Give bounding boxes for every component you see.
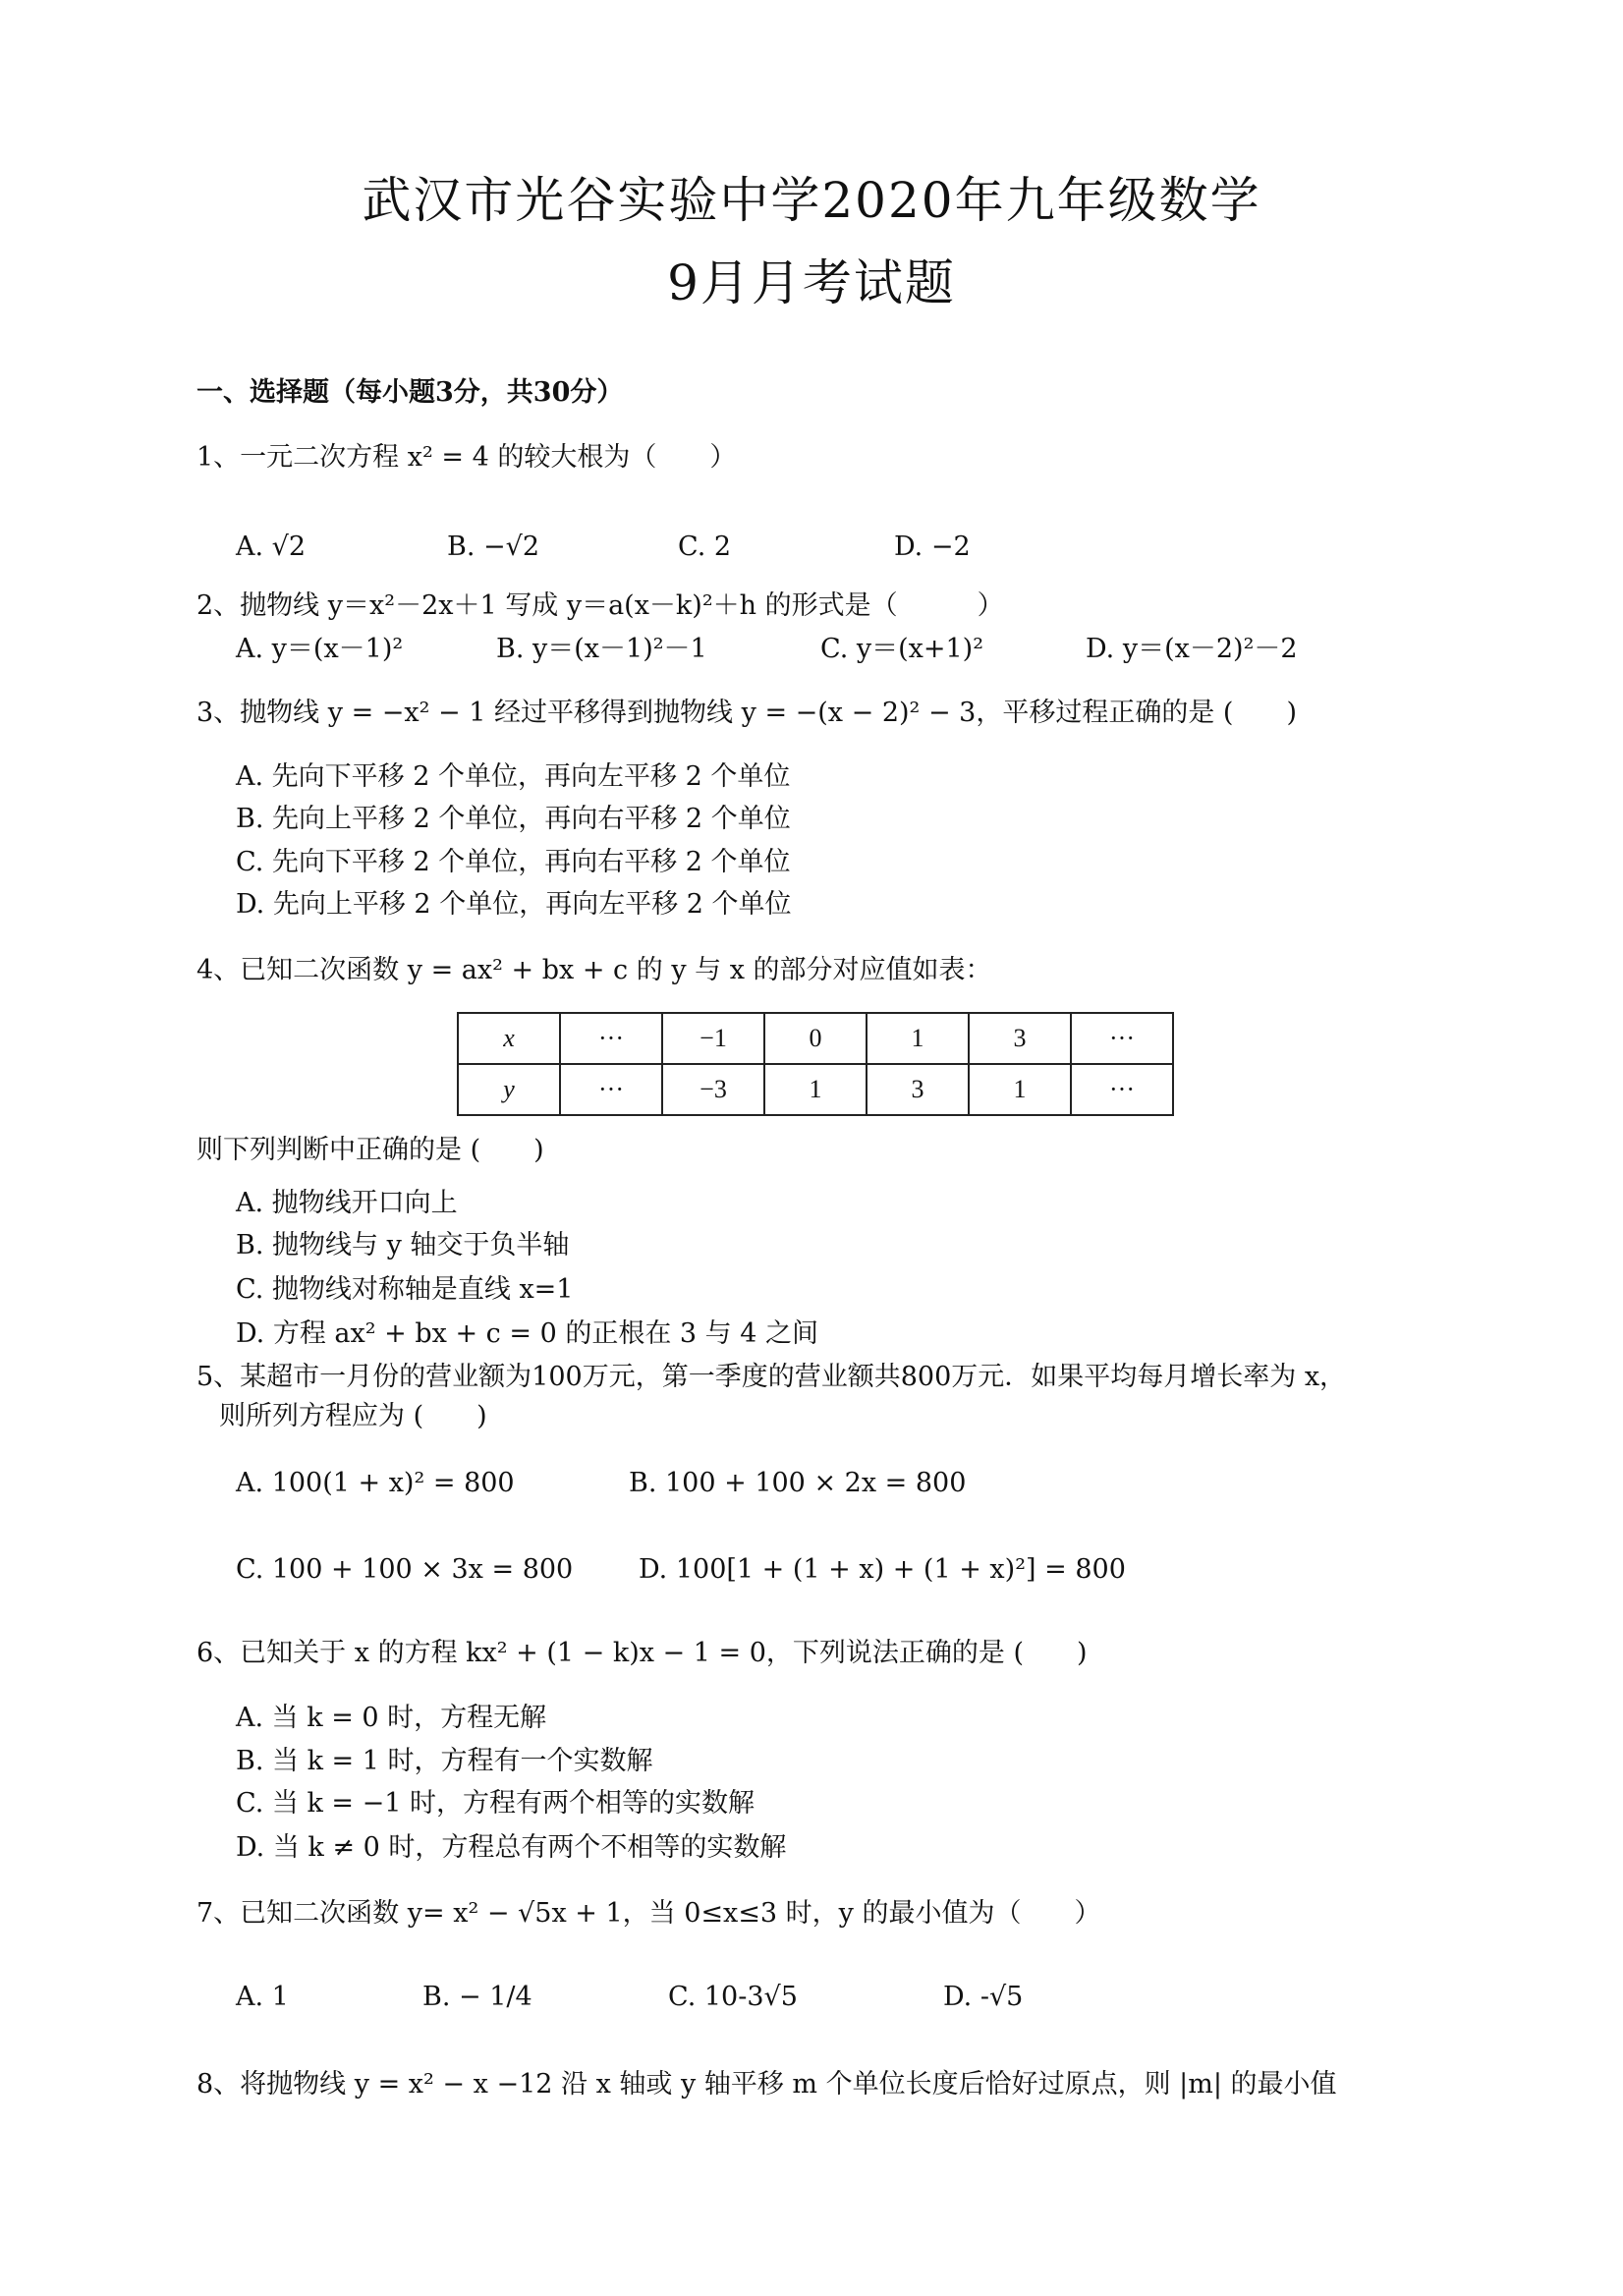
q3-option-b: B. 先向上平移 2 个单位，再向右平移 2 个单位 — [236, 804, 791, 834]
section-heading: 一、选择题（每小题3分，共30分） — [196, 377, 624, 408]
q2-option-a: A. y＝(x－1)² — [236, 634, 404, 664]
table-cell: x — [458, 1013, 560, 1064]
table-cell: ··· — [560, 1064, 662, 1115]
q4-value-table — [457, 1012, 1174, 1116]
q4-option-c: C. 抛物线对称轴是直线 x=1 — [236, 1274, 574, 1305]
q1-stem: 1、一元二次方程 x² = 4 的较大根为（ ） — [196, 442, 737, 473]
q5-stem-line2: 则所列方程应为 ( ) — [219, 1401, 487, 1431]
q1-option-b: B. −√2 — [447, 532, 540, 562]
q2-option-c: C. y＝(x+1)² — [820, 634, 984, 664]
table-row-y — [458, 1064, 1173, 1115]
q4-stem: 4、已知二次函数 y = ax² + bx + c 的 y 与 x 的部分对应值如表： — [196, 955, 992, 985]
table-cell: 1 — [867, 1013, 969, 1064]
table-cell: 0 — [764, 1013, 867, 1064]
exam-title-line1: 武汉市光谷实验中学2020年九年级数学 — [362, 172, 1261, 229]
table-cell: 3 — [867, 1064, 969, 1115]
q5-option-c: C. 100 + 100 × 3x = 800 — [236, 1554, 574, 1585]
q7-stem: 7、已知二次函数 y= x² − √5x + 1，当 0≤x≤3 时，y 的最小值为（ ） — [196, 1898, 1101, 1929]
q7-option-b: B. − 1/4 — [422, 1982, 532, 2012]
q4-option-a: A. 抛物线开口向上 — [236, 1188, 458, 1218]
q6-option-b: B. 当 k = 1 时，方程有一个实数解 — [236, 1746, 653, 1776]
table-cell: ··· — [1071, 1013, 1173, 1064]
q5-stem-line1: 5、某超市一月份的营业额为100万元，第一季度的营业额共800万元．如果平均每月增长率为 x， — [196, 1362, 1347, 1392]
q1-option-a: A. √2 — [236, 532, 307, 562]
q6-option-c: C. 当 k = −1 时，方程有两个相等的实数解 — [236, 1788, 755, 1819]
q3-option-c: C. 先向下平移 2 个单位，再向右平移 2 个单位 — [236, 847, 791, 877]
q1-option-c: C. 2 — [678, 532, 732, 562]
q6-stem: 6、已知关于 x 的方程 kx² + (1 − k)x − 1 = 0，下列说法正确的是 ( ) — [196, 1638, 1088, 1668]
q4-option-b: B. 抛物线与 y 轴交于负半轴 — [236, 1230, 570, 1260]
table-cell: 3 — [969, 1013, 1071, 1064]
q5-option-b: B. 100 + 100 × 2x = 800 — [629, 1468, 967, 1498]
table-cell: −3 — [662, 1064, 764, 1115]
table-cell: −1 — [662, 1013, 764, 1064]
q7-option-c: C. 10-3√5 — [668, 1982, 798, 2012]
q6-option-a: A. 当 k = 0 时，方程无解 — [236, 1703, 547, 1733]
q3-stem: 3、抛物线 y = −x² − 1 经过平移得到抛物线 y = −(x − 2)² − 3，平移过程正确的是 ( ) — [196, 698, 1297, 728]
q1-option-d: D. −2 — [894, 532, 971, 562]
q7-option-d: D. -√5 — [943, 1982, 1024, 2012]
q2-option-b: B. y＝(x－1)²－1 — [496, 634, 707, 664]
q2-stem: 2、抛物线 y＝x²－2x＋1 写成 y＝a(x－k)²＋h 的形式是（ ） — [196, 590, 1004, 621]
q2-option-d: D. y＝(x－2)²－2 — [1086, 634, 1298, 664]
q6-option-d: D. 当 k ≠ 0 时，方程总有两个不相等的实数解 — [236, 1832, 787, 1863]
table-cell: 1 — [764, 1064, 867, 1115]
q5-option-a: A. 100(1 + x)² = 800 — [236, 1468, 515, 1498]
q3-option-d: D. 先向上平移 2 个单位，再向左平移 2 个单位 — [236, 889, 792, 920]
q7-option-a: A. 1 — [236, 1982, 289, 2012]
q3-option-a: A. 先向下平移 2 个单位，再向左平移 2 个单位 — [236, 761, 791, 792]
table-row-x — [458, 1013, 1173, 1064]
q8-stem: 8、将抛物线 y = x² − x −12 沿 x 轴或 y 轴平移 m 个单位长度后恰好过原点，则 |m| 的最小值 — [196, 2069, 1337, 2100]
table-cell: 1 — [969, 1064, 1071, 1115]
q5-option-d: D. 100[1 + (1 + x) + (1 + x)²] = 800 — [639, 1554, 1126, 1585]
table-cell: y — [458, 1064, 560, 1115]
table-cell: ··· — [560, 1013, 662, 1064]
q4-follow-text: 则下列判断中正确的是 ( ) — [196, 1135, 544, 1165]
q4-option-d: D. 方程 ax² + bx + c = 0 的正根在 3 与 4 之间 — [236, 1318, 819, 1349]
table-cell: ··· — [1071, 1064, 1173, 1115]
exam-title-line2: 9月月考试题 — [667, 254, 956, 311]
